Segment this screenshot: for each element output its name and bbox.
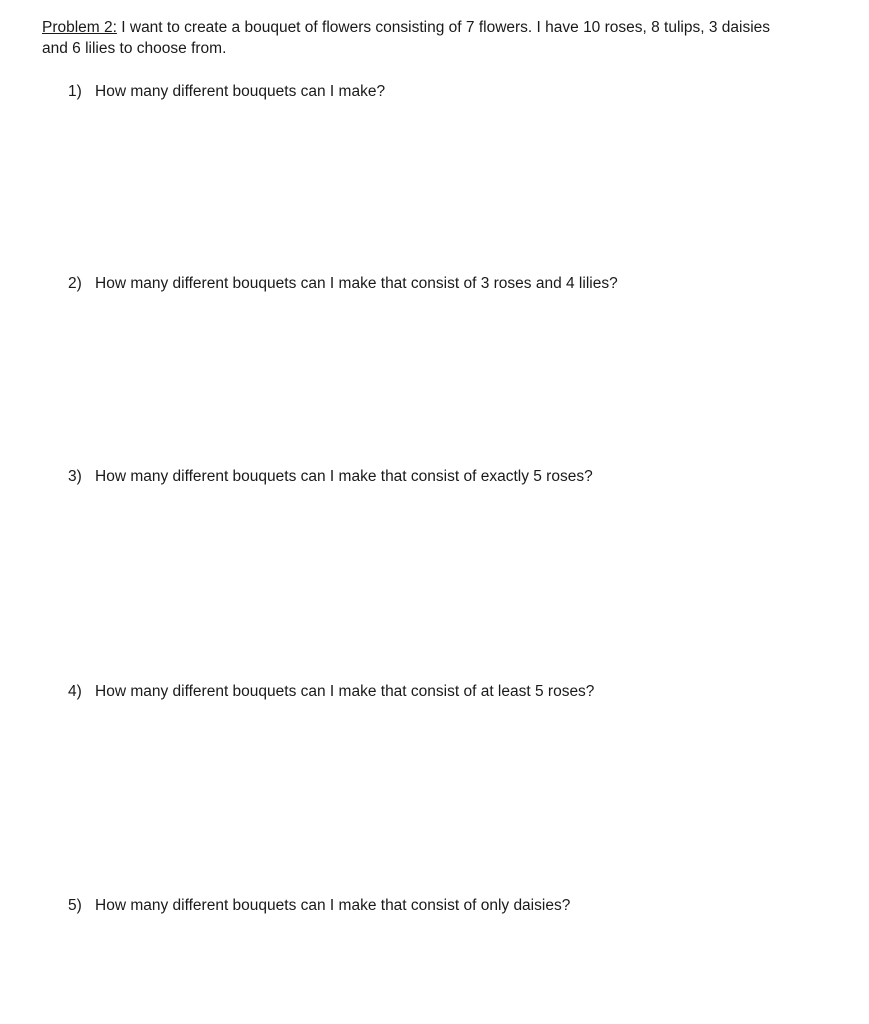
question-1 [68, 81, 385, 102]
question-text: How many different bouquets can I make? [95, 83, 386, 100]
question-3 [68, 466, 593, 487]
question-5 [68, 895, 570, 916]
question-number: 5) [68, 897, 82, 914]
problem-text-line2: and 6 lilies to choose from. [42, 40, 227, 57]
question-2 [68, 273, 618, 294]
problem-text-line1: I want to create a bouquet of flowers consisting of 7 flowers. I have 10 roses, 8 tulips, 3 daisies [116, 19, 771, 36]
question-number: 4) [68, 683, 82, 700]
problem-statement [42, 17, 822, 59]
question-number: 1) [68, 83, 82, 100]
question-text: How many different bouquets can I make that consist of exactly 5 roses? [95, 468, 593, 485]
question-text: How many different bouquets can I make that consist of only daisies? [95, 897, 571, 914]
problem-label: Problem 2: [42, 19, 117, 36]
question-number: 2) [68, 275, 82, 292]
question-text: How many different bouquets can I make that consist of 3 roses and 4 lilies? [95, 275, 618, 292]
question-number: 3) [68, 468, 82, 485]
question-4 [68, 681, 594, 702]
question-text: How many different bouquets can I make that consist of at least 5 roses? [95, 683, 595, 700]
